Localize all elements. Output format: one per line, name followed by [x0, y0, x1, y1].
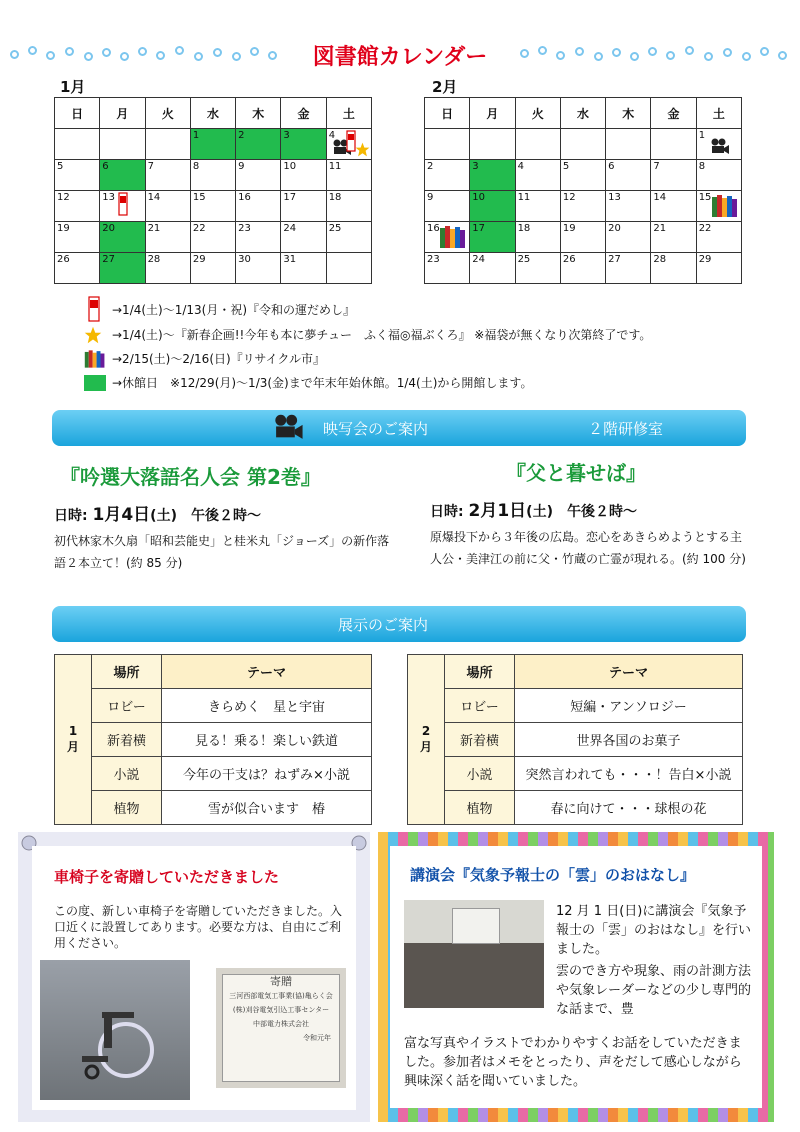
- week-row: [55, 129, 372, 160]
- table-row: 植物 雪が似合います 椿: [55, 791, 372, 825]
- jan-calendar: [54, 97, 372, 284]
- table-row: 新着横 世界各国のお菓子: [408, 723, 743, 757]
- lecture-body-mid: 雲のでき方や現象、雨の計測方法や気象レーダーなどの少し専門的な話まで、豊: [556, 964, 752, 1017]
- day-cell-event: 13: [100, 191, 145, 222]
- day-cell: 2: [425, 160, 470, 191]
- books-icon: [84, 349, 106, 369]
- legend-text: →2/15(土)～2/16(日)『リサイクル市』: [112, 352, 325, 366]
- feb-label: 2月: [432, 78, 458, 96]
- day-cell: 27: [606, 253, 651, 284]
- week-row: [425, 191, 742, 222]
- movie-datetime: 日時: 2月1日(土) 午後２時～: [430, 501, 637, 521]
- table-row: 小説 今年の干支は？ねずみ×小説: [55, 757, 372, 791]
- day-cell: 25: [515, 253, 560, 284]
- weekday-sat: 土: [696, 98, 741, 129]
- day-cell: [425, 129, 470, 160]
- day-cell: 8: [696, 160, 741, 191]
- legend-text: →休館日 ※12/29(月)～1/3(金)まで年末年始休館。1/4(土)から開館します。: [112, 376, 533, 390]
- col-header-place: 場所: [445, 655, 515, 689]
- weekday-mon: 月: [100, 98, 145, 129]
- projector-icon: [709, 138, 729, 156]
- exhibit-section-title: 展示のご案内: [338, 616, 429, 634]
- day-cell: 22: [190, 222, 235, 253]
- day-cell-event: 16: [425, 222, 470, 253]
- weekday-mon: 月: [470, 98, 515, 129]
- day-cell: 8: [190, 160, 235, 191]
- page-title: 図書館カレンダー: [312, 45, 488, 70]
- weekday-wed: 水: [190, 98, 235, 129]
- day-cell: 11: [515, 191, 560, 222]
- week-row: [55, 160, 372, 191]
- star-icon: [84, 326, 102, 344]
- table-row: ロビー 短編・アンソロジー: [408, 689, 743, 723]
- day-cell: 24: [281, 222, 326, 253]
- day-cell: 17: [281, 191, 326, 222]
- weekday-sat: 土: [326, 98, 371, 129]
- week-row: [425, 129, 742, 160]
- movie-title: 『吟選大落語名人会 第2巻』: [60, 465, 321, 489]
- week-row: [55, 253, 372, 284]
- exhibit-section-header: [52, 606, 746, 642]
- exhibit-month: 1 月: [55, 655, 92, 825]
- lecture-box: [378, 832, 774, 1122]
- day-cell: 7: [145, 160, 190, 191]
- day-cell: 31: [281, 253, 326, 284]
- donation-sign-photo: [216, 968, 346, 1088]
- day-cell-closed: 1: [190, 129, 235, 160]
- day-cell-closed: 27: [100, 253, 145, 284]
- day-cell: 24: [470, 253, 515, 284]
- day-cell: 26: [560, 253, 605, 284]
- donation-inner: [32, 846, 356, 1110]
- day-cell: [470, 129, 515, 160]
- col-header-place: 場所: [92, 655, 162, 689]
- day-cell: 23: [425, 253, 470, 284]
- day-cell: 12: [560, 191, 605, 222]
- day-cell: [651, 129, 696, 160]
- projection-screen: [452, 908, 500, 944]
- day-cell: 19: [560, 222, 605, 253]
- day-cell: [515, 129, 560, 160]
- weekday-fri: 金: [651, 98, 696, 129]
- weekday-thu: 木: [236, 98, 281, 129]
- day-cell: [606, 129, 651, 160]
- legend-text: →1/4(土)～1/13(月・祝)『令和の運だめし』: [112, 303, 356, 317]
- table-row: 小説 突然言われても・・・！告白×小説: [408, 757, 743, 791]
- day-cell: 30: [236, 253, 281, 284]
- day-cell: 19: [55, 222, 100, 253]
- exhibit-month: 2 月: [408, 655, 445, 825]
- day-cell-event: 1: [696, 129, 741, 160]
- donation-title: 車椅子を寄贈していただきました: [54, 868, 280, 886]
- lecture-photo: [404, 900, 544, 1008]
- col-header-theme: テーマ: [515, 655, 743, 689]
- day-cell: 25: [326, 222, 371, 253]
- lecture-body-top: 12 月 1 日(日)に講演会『気象予報士の「雲」のおはなし』を行いました。: [556, 904, 752, 957]
- movie-datetime: 日時: 1月4日(土) 午後２時～: [54, 505, 261, 525]
- day-cell: 11: [326, 160, 371, 191]
- weekday-tue: 火: [515, 98, 560, 129]
- lecture-title: 講演会『気象予報士の「雲」のおはなし』: [410, 866, 696, 884]
- day-cell-event: 15: [696, 191, 741, 222]
- books-icon: [439, 225, 467, 249]
- day-cell: 16: [236, 191, 281, 222]
- day-cell: 21: [651, 222, 696, 253]
- day-cell: [145, 129, 190, 160]
- movie-section-header: [52, 410, 746, 446]
- jan-label: 1月: [60, 78, 86, 96]
- table-row: 新着横 見る！乗る！楽しい鉄道: [55, 723, 372, 757]
- exhibit-table-jan: [54, 654, 372, 825]
- weekday-tue: 火: [145, 98, 190, 129]
- donation-body: この度、新しい車椅子を寄贈していただきました。入口近くに設置してあります。必要な方は、自由にご利用ください。: [54, 904, 343, 950]
- donation-box: [18, 832, 370, 1122]
- week-row: [55, 222, 372, 253]
- day-cell: 18: [515, 222, 560, 253]
- day-cell-closed: 10: [470, 191, 515, 222]
- day-cell-closed: 2: [236, 129, 281, 160]
- weekday-fri: 金: [281, 98, 326, 129]
- day-cell: 28: [651, 253, 696, 284]
- day-cell: 6: [606, 160, 651, 191]
- donation-sign: 寄贈 三河西部電気工事業(協)亀らく会 (株)刈谷電気引込工事センター 中部電力株式会社 令和元年: [222, 974, 340, 1082]
- day-cell: [326, 253, 371, 284]
- day-cell: 29: [190, 253, 235, 284]
- movie-description: 初代林家木久扇「昭和芸能史」と桂米丸「ジョーズ」の新作落語２本立て！(約 85 分): [54, 534, 390, 570]
- movie-section-place: ２階研修室: [588, 420, 664, 438]
- day-cell: 9: [425, 191, 470, 222]
- day-cell-closed: 3: [281, 129, 326, 160]
- projector-icon: [270, 414, 304, 442]
- day-cell: 9: [236, 160, 281, 191]
- day-cell-event: 4: [326, 129, 371, 160]
- day-cell: 5: [560, 160, 605, 191]
- day-cell: 23: [236, 222, 281, 253]
- weekday-sun: 日: [425, 98, 470, 129]
- weekday-wed: 水: [560, 98, 605, 129]
- fortune-slip-icon: [118, 192, 128, 216]
- table-row: ロビー きらめく 星と宇宙: [55, 689, 372, 723]
- closed-day-swatch: [84, 375, 106, 391]
- week-row: [425, 160, 742, 191]
- day-cell: 4: [515, 160, 560, 191]
- movie-title: 『父と暮せば』: [506, 461, 646, 485]
- day-cell: [560, 129, 605, 160]
- day-cell: 5: [55, 160, 100, 191]
- day-cell-closed: 6: [100, 160, 145, 191]
- day-cell: 26: [55, 253, 100, 284]
- day-cell-closed: 20: [100, 222, 145, 253]
- star-icon: [355, 142, 370, 157]
- day-cell: 28: [145, 253, 190, 284]
- day-cell: 14: [651, 191, 696, 222]
- day-cell: 22: [696, 222, 741, 253]
- exhibit-table-feb: [407, 654, 743, 825]
- movie-description: 原爆投下から３年後の広島。恋心をあきらめようとする主人公・美津江の前に父・竹蔵の亡霊が現れる。(約 100 分): [430, 530, 746, 566]
- day-cell: 15: [190, 191, 235, 222]
- col-header-theme: テーマ: [162, 655, 372, 689]
- table-row: 植物 春に向けて・・・球根の花: [408, 791, 743, 825]
- day-cell-closed: 3: [470, 160, 515, 191]
- day-cell: 7: [651, 160, 696, 191]
- week-row: [425, 253, 742, 284]
- books-icon: [711, 194, 739, 218]
- day-cell: [55, 129, 100, 160]
- movie-section-title: 映写会のご案内: [323, 420, 429, 438]
- day-cell: 29: [696, 253, 741, 284]
- day-cell: 20: [606, 222, 651, 253]
- weekday-header-row: [425, 98, 742, 129]
- wheelchair-photo: [40, 960, 190, 1100]
- day-cell: 10: [281, 160, 326, 191]
- wheelchair-icon: [74, 992, 164, 1082]
- day-cell: 13: [606, 191, 651, 222]
- day-cell: 14: [145, 191, 190, 222]
- weekday-header-row: [55, 98, 372, 129]
- week-row: [55, 191, 372, 222]
- week-row: [425, 222, 742, 253]
- feb-calendar: [424, 97, 742, 284]
- day-cell: 12: [55, 191, 100, 222]
- day-cell: 21: [145, 222, 190, 253]
- weekday-sun: 日: [55, 98, 100, 129]
- day-cell-closed: 17: [470, 222, 515, 253]
- lecture-inner: [390, 846, 762, 1108]
- fortune-slip-icon: [88, 296, 100, 322]
- day-cell: [100, 129, 145, 160]
- lecture-body-bottom: 富な写真やイラストでわかりやすくお話をしていただきました。参加者はメモをとったり、声をだして感心しながら興味深く話を聞いていました。: [404, 1036, 742, 1089]
- weekday-thu: 木: [606, 98, 651, 129]
- day-cell: 18: [326, 191, 371, 222]
- legend-text: →1/4(土)～『新春企画!!今年も本に夢チュー ふく福◎福ぶくろ』 ※福袋が無くなり次第終了です。: [112, 328, 652, 342]
